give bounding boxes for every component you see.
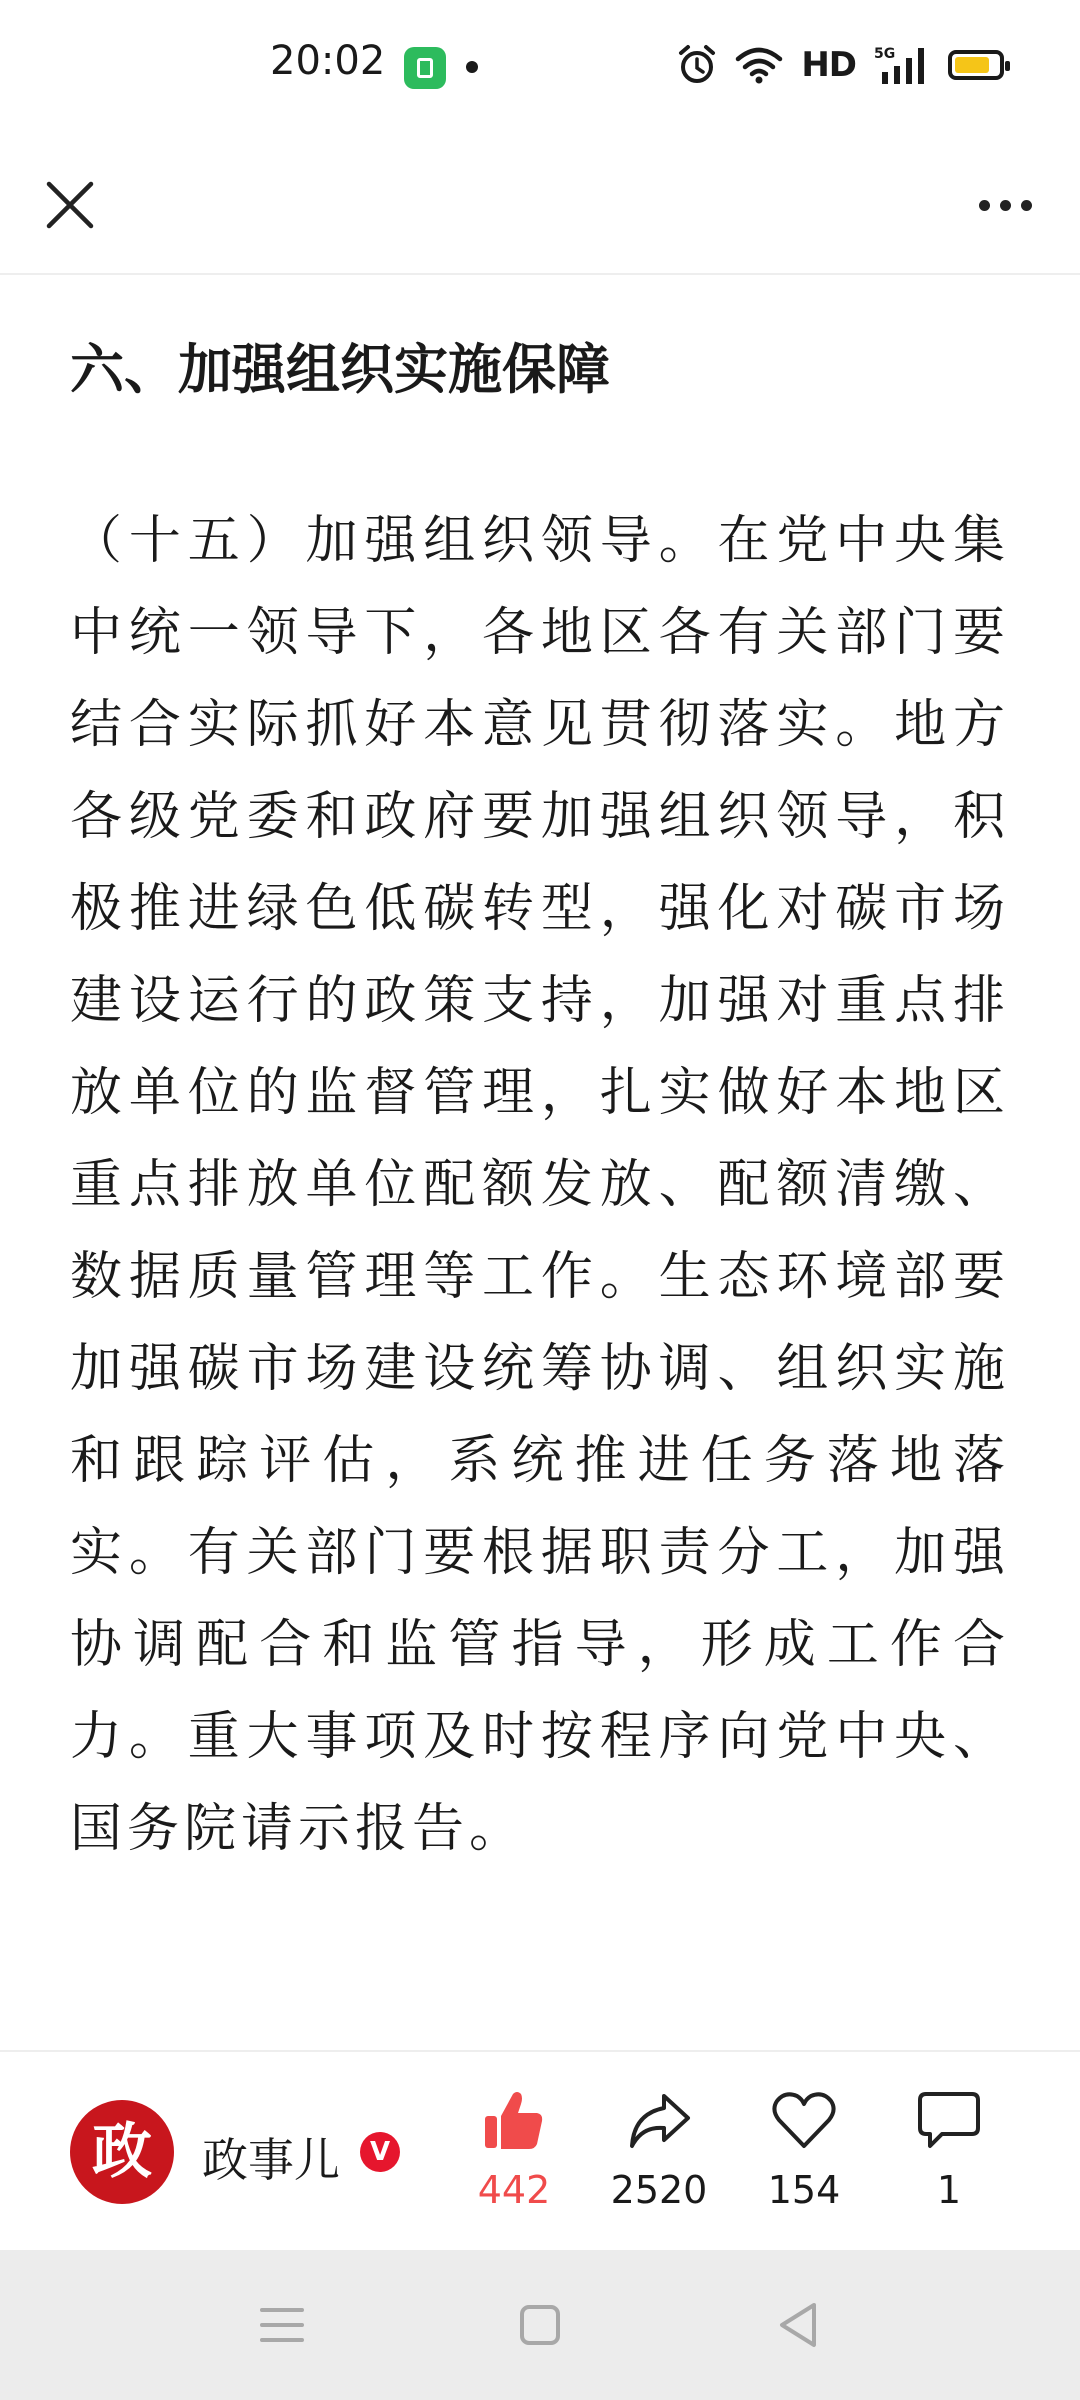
thumbs-up-icon — [479, 2086, 549, 2156]
verified-badge-icon: V — [360, 2132, 400, 2172]
share-arrow-icon — [624, 2086, 694, 2156]
nav-back-button[interactable] — [763, 2290, 833, 2360]
wifi-icon — [735, 46, 783, 84]
favorite-button[interactable] — [739, 2086, 869, 2212]
comment-count: 1 — [936, 2168, 962, 2212]
status-icons — [677, 40, 1004, 90]
menu-icon — [259, 2305, 305, 2345]
svg-text:5G: 5G — [874, 46, 896, 62]
more-horizontal-icon — [979, 200, 990, 211]
close-icon — [45, 180, 95, 230]
status-bar — [0, 0, 1080, 135]
nav-menu-button[interactable] — [247, 2290, 317, 2360]
comment-bubble-icon — [914, 2086, 984, 2156]
article-content — [70, 275, 1010, 1875]
comment-button[interactable] — [884, 2086, 1014, 2212]
section-title: 六、加强组织实施保障 — [70, 338, 610, 401]
signal-5g-icon — [874, 44, 930, 86]
system-nav-bar — [0, 2250, 1080, 2400]
back-triangle-icon — [776, 2300, 820, 2350]
notification-dot-icon — [466, 61, 478, 73]
app-notification-icon — [404, 47, 446, 89]
alarm-icon — [677, 44, 717, 86]
favorite-count: 154 — [767, 2168, 841, 2212]
share-count: 2520 — [610, 2168, 708, 2212]
author-name[interactable]: 政事儿 — [202, 2133, 340, 2187]
share-button[interactable] — [594, 2086, 724, 2212]
author-avatar[interactable] — [70, 2100, 174, 2204]
bottom-action-bar — [0, 2050, 1080, 2250]
home-square-icon — [518, 2303, 562, 2347]
battery-icon — [948, 50, 1004, 80]
heart-icon — [769, 2086, 839, 2156]
top-nav — [0, 135, 1080, 275]
article-paragraph: （十五）加强组织领导。在党中央集中统一领导下，各地区各有关部门要结合实际抓好本意见贯彻落实。地方各级党委和政府要加强组织领导，积极推进绿色低碳转型，强化对碳市场建设运行的政策支持，加强对重点排放单位的监督管理，扎实做好本地区重点排放单位配额发放、配额清缴、数据质量管理等工作。生态环境部要加强碳市场建设统筹协调、组织实施和跟踪评估，系统推进任务落地落实。有关部门要根据职责分工，加强协调配合和监管指导，形成工作合力。重大事项及时按程序向党中央、国务院请示报告。 — [70, 511, 1010, 1860]
author-avatar-logo: 政 — [92, 2117, 152, 2187]
network-hd-label: HD — [801, 45, 856, 85]
more-options-button[interactable] — [960, 165, 1050, 245]
status-time: 20:02 — [270, 38, 386, 84]
nav-home-button[interactable] — [505, 2290, 575, 2360]
close-button[interactable] — [30, 165, 110, 245]
like-count: 442 — [477, 2168, 551, 2212]
like-button[interactable] — [449, 2086, 579, 2212]
